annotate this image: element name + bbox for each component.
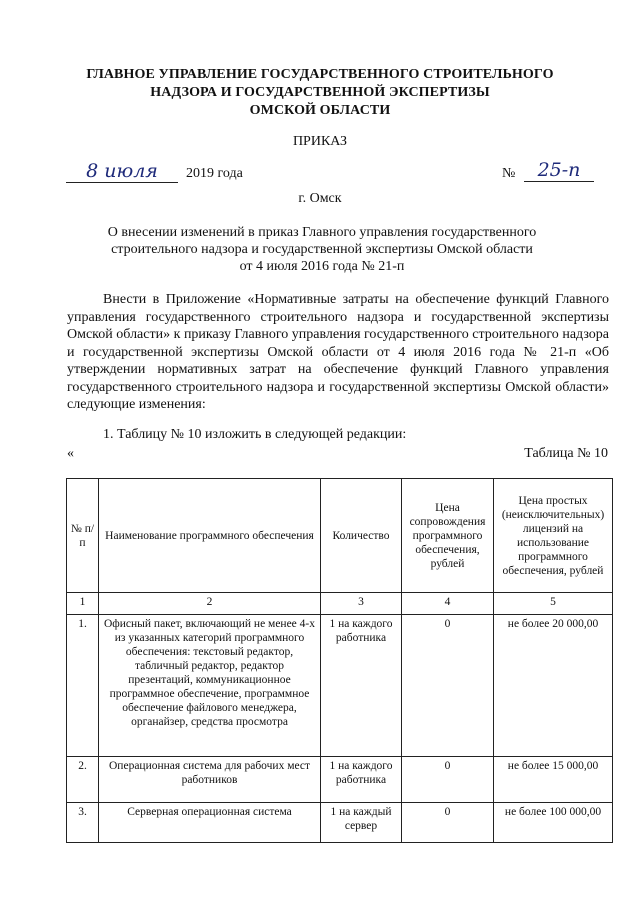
row-support: 0 xyxy=(402,757,494,803)
col-number: 3 xyxy=(321,593,402,615)
subject-line-2: строительного надзора и государственной экспертизы Омской области xyxy=(111,242,533,257)
header-support-price: Цена сопровождения программного обеспечения, рублей xyxy=(402,479,494,593)
row-name: Операционная система для рабочих мест работников xyxy=(99,757,321,803)
org-line-3: ОМСКОЙ ОБЛАСТИ xyxy=(249,103,391,118)
header-qty: Количество xyxy=(321,479,402,593)
subject-line-1: О внесении изменений в приказ Главного управления государственного xyxy=(107,225,537,240)
table-caption: Таблица № 10 xyxy=(524,446,608,461)
col-number: 2 xyxy=(99,593,321,615)
row-num: 2. xyxy=(67,757,99,803)
handwritten-number: 25-п xyxy=(524,159,594,182)
row-license: не более 20 000,00 xyxy=(494,615,613,757)
col-number: 5 xyxy=(494,593,613,615)
row-qty: 1 на каждого работника xyxy=(321,757,402,803)
order-title: ПРИКАЗ xyxy=(292,134,348,149)
table-header-row xyxy=(67,479,613,593)
table-row xyxy=(67,803,613,843)
row-num: 3. xyxy=(67,803,99,843)
order-subject xyxy=(62,224,582,275)
col-number: 4 xyxy=(402,593,494,615)
org-line-1: ГЛАВНОЕ УПРАВЛЕНИЕ ГОСУДАРСТВЕННОГО СТРОИТЕЛЬНОГО xyxy=(86,67,554,82)
row-name: Серверная операционная система xyxy=(99,803,321,843)
software-table xyxy=(66,478,613,843)
row-qty: 1 на каждый сервер xyxy=(321,803,402,843)
table-row xyxy=(67,757,613,803)
col-number: 1 xyxy=(67,593,99,615)
organization-name xyxy=(40,66,600,120)
row-license: не более 15 000,00 xyxy=(494,757,613,803)
date-year: 2019 года xyxy=(186,166,243,181)
order-number xyxy=(502,159,612,188)
item-1: 1. Таблицу № 10 изложить в следующей редакции: xyxy=(103,427,407,442)
row-support: 0 xyxy=(402,803,494,843)
handwritten-date: 8 июля xyxy=(66,160,178,183)
city: г. Омск xyxy=(298,191,342,206)
header-name: Наименование программного обеспечения xyxy=(99,479,321,593)
opening-quote: « xyxy=(67,446,74,461)
header-num: № п/п xyxy=(67,479,99,593)
org-line-2: НАДЗОРА И ГОСУДАРСТВЕННОЙ ЭКСПЕРТИЗЫ xyxy=(150,85,490,100)
row-name: Офисный пакет, включающий не менее 4-х из указанных категорий программного обеспечения: текстовый редактор, табличный редактор, редактор презентаций, коммуникационное программное обеспечение, программное обеспечение файлового менеджера, органайзер, средства просмотра xyxy=(99,615,321,757)
row-support: 0 xyxy=(402,615,494,757)
header-license-price: Цена простых (неисключительных) лицензий на использование программного обеспечения, рублей xyxy=(494,479,613,593)
row-license: не более 100 000,00 xyxy=(494,803,613,843)
body-paragraph: Внести в Приложение «Нормативные затраты на обеспечение функций Главного управления государственного строительного надзора и государственной экспертизы Омской области» к приказу Главного управления государственного строительного надзора и государственной экспертизы Омской области от 4 июля 2016 года № 21-п «Об утверждении нормативных затрат на обеспечение функций Главного управления государственного строительного надзора и государственной экспертизы Омской области» следующие изменения: xyxy=(67,292,609,412)
row-qty: 1 на каждого работника xyxy=(321,615,402,757)
row-num: 1. xyxy=(67,615,99,757)
table-row xyxy=(67,615,613,757)
order-date xyxy=(66,160,266,188)
subject-line-3: от 4 июля 2016 года № 21-п xyxy=(239,259,405,274)
number-sign: № xyxy=(502,166,516,181)
column-number-row xyxy=(67,593,613,615)
